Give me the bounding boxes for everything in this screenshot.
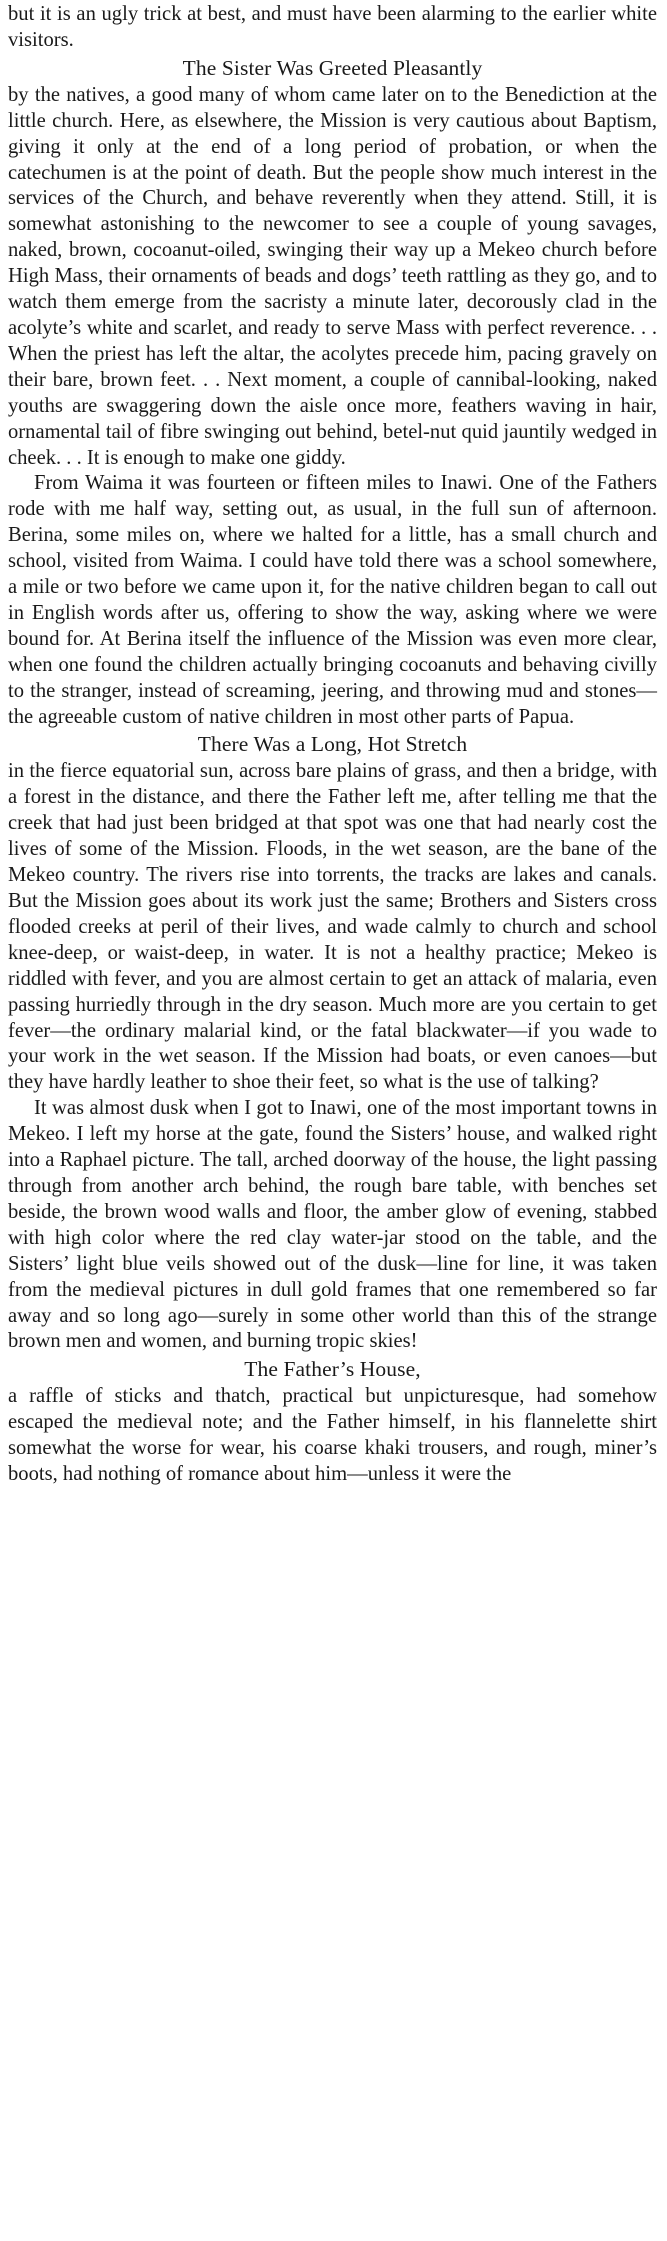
- paragraph-fathers-house: a raffle of sticks and thatch, practical but unpicturesque, had somehow escaped the medieval note; and the Father himself, in his flannelette shirt somewhat the worse for wear, his coarse khaki trousers, and rough, miner’s boots, had nothing of romance about him—unless it were the: [8, 1385, 657, 1486]
- subheading-sister-greeted: The Sister Was Greeted Pleasantly: [182, 55, 483, 80]
- paragraph-floods: in the fierce equatorial sun, across bare plains of grass, and then a bridge, with a forest in the distance, and there the Father left me, after telling me that the creek that had just been bridged at that spot was one that had nearly cost the lives of some of the Mission. Floods, in the wet season, are the bane of the Mekeo country. The rivers rise into torrents, the tracks are lakes and canals. But the Mission goes about its work just the same; Brothers and Sisters cross flooded creeks at peril of their lives, and wade calmly to church and school knee-deep, or waist-deep, in water. It is not a healthy practice; Mekeo is riddled with fever, and you are almost certain to get an attack of malaria, even passing hurriedly through in the dry season. Much more are you certain to get fever—the ordinary malarial kind, or the fatal blackwater—if you wade to your work in the wet season. If the Mission had boats, or even canoes—but they have hardly leather to shoe their feet, so what is the use of talking?: [8, 760, 657, 1094]
- paragraph-waima-to-inawi: From Waima it was fourteen or fifteen miles to Inawi. One of the Fathers rode with me half way, setting out, as usual, in the full sun of afternoon. Berina, some miles on, where we halted for a little, has a small church and school, visited from Waima. I could have told there was a school somewhere, a mile or two before we came upon it, for the native children began to call out in English words after us, offering to show the way, asking where we were bound for. At Berina itself the influence of the Mission was even more clear, when one found the children actually bringing cocoanuts and behaving civilly to the stranger, instead of screaming, jeering, and throwing mud and stones—the agreeable custom of native children in most other parts of Papua.: [8, 472, 657, 728]
- paragraph-opening: but it is an ugly trick at best, and must have been alarming to the earlier white visitors.: [8, 3, 657, 51]
- paragraph-benediction: by the natives, a good many of whom came later on to the Benediction at the little church. Here, as elsewhere, the Mission is very cautious about Baptism, giving it only at the end of a long period of probation, or when the catechumen is at the point of death. But the people show much interest in the services of the Church, and behave reverently when they attend. Still, it is somewhat astonishing to the newcomer to see a couple of young savages, naked, brown, cocoanut-oiled, swinging their way up a Mekeo church before High Mass, their ornaments of beads and dogs’ teeth rattling as they go, and to watch them emerge from the sacristy a minute later, decorously clad in the acolyte’s white and scarlet, and ready to serve Mass with perfect reverence. . . When the priest has left the altar, the acolytes precede him, pacing gravely on their bare, brown feet. . . Next moment, a couple of cannibal-looking, naked youths are swaggering down the aisle once more, feathers waving in hair, ornamental tail of fibre swinging out behind, betel-nut quid jauntily wedged in cheek. . . It is enough to make one giddy.: [8, 83, 657, 469]
- subheading-hot-stretch: There Was a Long, Hot Stretch: [197, 732, 468, 757]
- paragraph-raphael-picture: It was almost dusk when I got to Inawi, one of the most important towns in Mekeo. I left my horse at the gate, found the Sisters’ house, and walked right into a Raphael picture. The tall, arched doorway of the house, the light passing through from another arch behind, the rough bare table, with benches set beside, the brown wood walls and floor, the amber glow of evening, stabbed with high color where the red clay water-jar stood on the table, and the Sisters’ light blue veils showed out of the dusk—line for line, it was taken from the medieval pictures in dull gold frames that one remembered so far away and so long ago—surely in some other world than this of the strange brown men and women, and burning tropic skies!: [8, 1097, 657, 1353]
- subheading-fathers-house: The Father’s House,: [244, 1357, 421, 1382]
